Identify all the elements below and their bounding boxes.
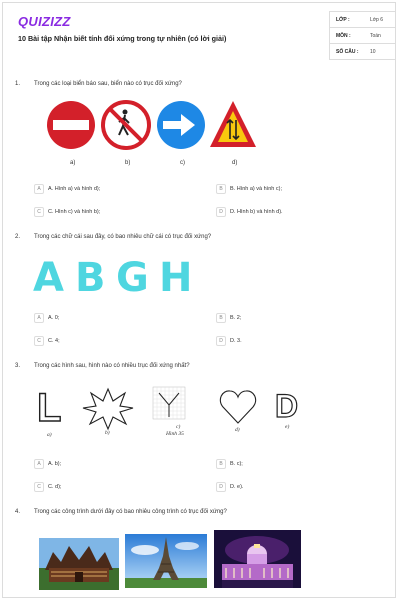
warning-two-way-sign-icon bbox=[210, 101, 256, 147]
option-text: C. 4; bbox=[48, 338, 60, 344]
answer-option[interactable] bbox=[34, 482, 61, 492]
option-text: B. c); bbox=[230, 461, 243, 467]
sign-caption-a: a) bbox=[70, 160, 76, 166]
meta-key: LỚP : bbox=[336, 17, 350, 23]
option-letter: B bbox=[216, 459, 226, 469]
option-text: A. b); bbox=[48, 461, 62, 467]
option-letter: B bbox=[216, 313, 226, 323]
meta-info-box bbox=[329, 11, 395, 60]
option-letter: C bbox=[34, 207, 44, 217]
meta-value: Toán bbox=[370, 33, 381, 39]
letter-h-figure: H bbox=[159, 255, 193, 301]
no-entry-sign-icon bbox=[47, 101, 95, 149]
page-title: 10 Bài tập Nhận biết tính đối xứng trong tự nhiên (có lời giải) bbox=[18, 34, 227, 43]
answer-option[interactable] bbox=[216, 313, 241, 323]
no-pedestrians-sign-icon bbox=[103, 102, 149, 148]
svg-text:L: L bbox=[37, 386, 62, 430]
option-letter: A bbox=[34, 459, 44, 469]
meta-row-count bbox=[330, 44, 395, 59]
worksheet-header bbox=[3, 3, 395, 61]
option-letter: C bbox=[34, 336, 44, 346]
letter-g-figure: G bbox=[116, 255, 149, 301]
option-text: C. Hình c) và hình b); bbox=[48, 209, 101, 215]
meta-key: SỐ CÂU : bbox=[336, 49, 359, 55]
question-number: 3. bbox=[15, 363, 21, 369]
outline-d-shape-icon bbox=[275, 388, 298, 424]
option-letter: C bbox=[34, 482, 44, 492]
answer-option[interactable] bbox=[34, 336, 60, 346]
traditional-house-photo bbox=[39, 538, 119, 590]
shape-caption-e: e) bbox=[285, 424, 290, 430]
question-text: Trong các công trình dưới đây có bao nhiêu công trình có trục đối xứng? bbox=[34, 509, 227, 515]
meta-row-subject bbox=[330, 28, 395, 44]
shape-caption-b: b) bbox=[105, 430, 110, 436]
starburst-shape-icon bbox=[83, 389, 133, 429]
option-text: A. Hình a) và hình d); bbox=[48, 186, 101, 192]
answer-option[interactable] bbox=[34, 184, 100, 194]
answer-option[interactable] bbox=[216, 184, 282, 194]
meta-key: MÔN : bbox=[336, 33, 351, 39]
shape-caption-c: c) bbox=[176, 424, 181, 430]
answer-option[interactable] bbox=[216, 207, 283, 217]
answer-option[interactable] bbox=[216, 336, 242, 346]
shape-caption-d: d) bbox=[235, 427, 240, 433]
option-text: B. 2; bbox=[230, 315, 242, 321]
heart-shape-icon bbox=[220, 391, 255, 423]
option-text: C. d); bbox=[48, 484, 62, 490]
question-text: Trong các loại biển báo sau, biển nào có trục đối xứng? bbox=[34, 81, 182, 87]
answer-option[interactable] bbox=[34, 313, 59, 323]
meta-row-grade bbox=[330, 12, 395, 28]
option-text: D. Hình b) và hình d). bbox=[230, 209, 283, 215]
answer-option[interactable] bbox=[216, 482, 243, 492]
option-letter: D bbox=[216, 482, 226, 492]
option-text: A. 0; bbox=[48, 315, 60, 321]
letter-b-figure: B bbox=[75, 255, 106, 301]
sign-caption-b: b) bbox=[125, 160, 131, 166]
option-letter: B bbox=[216, 184, 226, 194]
quizizz-logo[interactable]: QUIZIZZ bbox=[18, 14, 71, 29]
sign-caption-d: d) bbox=[232, 160, 238, 166]
question-text: Trong các chữ cái sau đây, có bao nhiêu chữ cái có trục đối xứng? bbox=[34, 234, 212, 240]
option-letter: D bbox=[216, 207, 226, 217]
answer-option[interactable] bbox=[216, 459, 243, 469]
option-text: D. 3. bbox=[230, 338, 242, 344]
letter-a-figure: A bbox=[33, 255, 64, 301]
eiffel-tower-photo bbox=[125, 534, 207, 588]
option-letter: A bbox=[34, 184, 44, 194]
question-number: 4. bbox=[15, 509, 21, 515]
palace-night-photo bbox=[214, 530, 301, 588]
figure-label: Hình 35 bbox=[166, 431, 184, 437]
meta-value: Lớp 6 bbox=[370, 17, 384, 23]
direction-right-sign-icon bbox=[157, 101, 205, 149]
question-number: 2. bbox=[15, 234, 21, 240]
traffic-signs-figure bbox=[43, 99, 273, 151]
answer-option[interactable] bbox=[34, 207, 100, 217]
sign-caption-c: c) bbox=[180, 160, 185, 166]
shape-caption-a: a) bbox=[47, 432, 52, 438]
outline-l-shape-icon bbox=[37, 386, 61, 430]
question-text: Trong các hình sau, hình nào có nhiều trục đối xứng nhất? bbox=[34, 363, 190, 369]
option-text: D. e). bbox=[230, 484, 244, 490]
option-text: B. Hình a) và hình c); bbox=[230, 186, 282, 192]
meta-value: 10 bbox=[370, 49, 376, 55]
question-number: 1. bbox=[15, 81, 21, 87]
worksheet-page bbox=[2, 2, 396, 598]
grid-figure-icon bbox=[153, 387, 185, 419]
option-letter: A bbox=[34, 313, 44, 323]
option-letter: D bbox=[216, 336, 226, 346]
svg-text:D: D bbox=[275, 388, 299, 424]
answer-option[interactable] bbox=[34, 459, 61, 469]
